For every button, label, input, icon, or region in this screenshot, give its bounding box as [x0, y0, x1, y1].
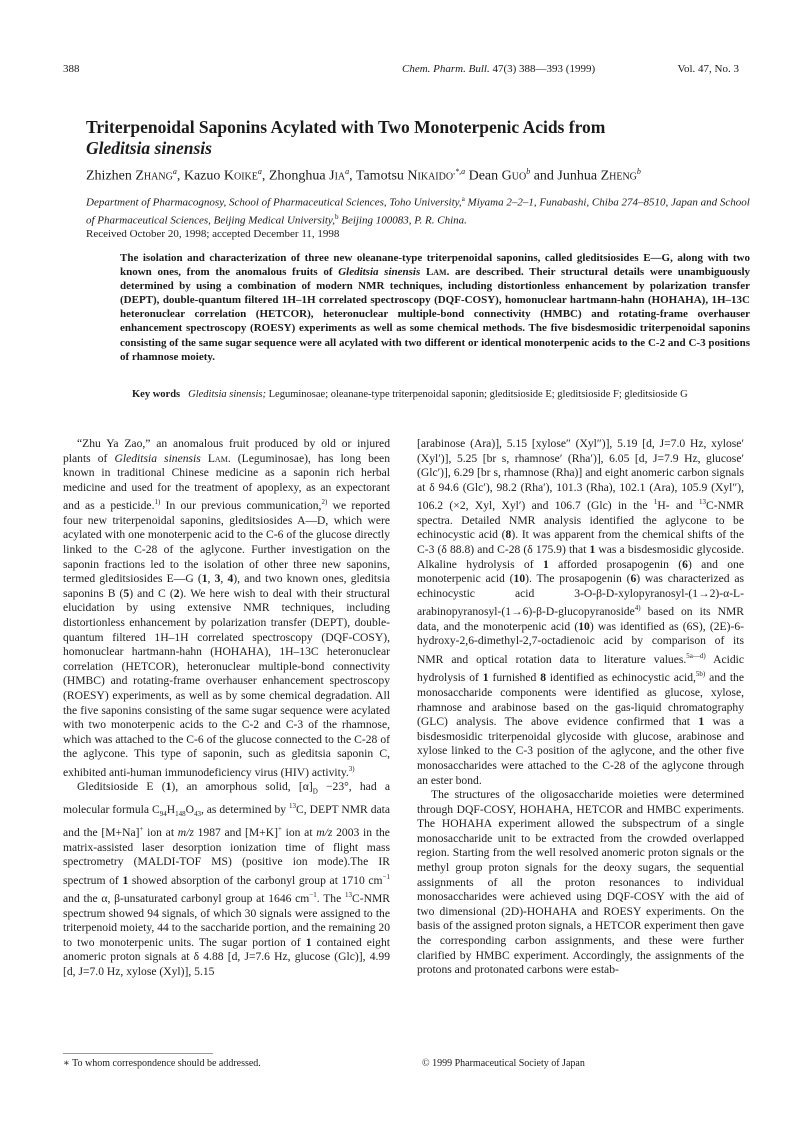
paragraph: The structures of the oligosaccharide moieties were determined through DQF-COSY, HOHAHA, HETCOR and HMBC experiments. The HOHAHA experiment allowed the subspectrum of a single monosaccharide unit to be extracted from the crowded overlapped region. Starting from the well resolved anomeric proton signals or the methyl group proton signals for the deoxy sugars, the sequential assignments of all the proton resonances to individual monosaccharides were achieved using DQF-COSY with the aid of two dimensional (2D)-HOHAHA and ROESY experiments. On the basis of the assigned proton signals, a HETCOR experiment then gave the corresponding carbon assignments, and these were further clarified by HMBC experiment. Accordingly, the assignments of the protons and protonated carbons were estab-: [417, 788, 744, 977]
received-dates: Received October 20, 1998; accepted December 11, 1998: [86, 228, 340, 241]
abstract: The isolation and characterization of three new oleanane-type triterpenoidal saponins, called gleditsiosides E—G, along with two known ones, from the anomalous fruits of Gleditsia sinensis Lam. are described. Their structural details were unambiguously determined by using a combination of modern NMR techniques, including distortionless enhancement by polarization transfer (DEPT), double-quantum filtered 1H–1H correlated spectroscopy (DQF-COSY), homonuclear hartmann-hahn (HOHAHA), 1H–13C heteronuclear correlation (HETCOR), heteronuclear multiple-bond connectivity (HMBC) and rotating-frame overhauser enhancement spectroscopy (ROESY) experiments as well as some chemical methods. The five bisdesmosidic triterpenoidal saponins consisting of the same sugar sequence were all acylated with two different or identical monoterpenic acids to the C-2 and C-3 positions of rhamnose moiety.: [120, 252, 751, 363]
paper-title: [86, 117, 726, 159]
journal-citation: [402, 63, 595, 75]
body-column-left: [63, 437, 390, 980]
author-3: Zhonghua Jia: [268, 168, 346, 184]
author-4: Tamotsu Nikaido: [355, 168, 454, 184]
volume-info: Vol. 47, No. 3: [677, 63, 739, 75]
copyright-notice: © 1999 Pharmaceutical Society of Japan: [422, 1058, 585, 1069]
affiliations: Department of Pharmacognosy, School of Pharmaceutical Sciences, Toho University,$^a$ Miyama 2–2–1, Funabashi, Chiba 274–8510, Japan and School of Pharmaceutical Sciences, Beijing Medical University,$^b$ Beijing 100083, P. R. China. Received October 20, 1998; accepted December 11, 1998: [86, 192, 756, 241]
title-species: Gleditsia sinensis: [86, 138, 212, 158]
page-number: 388: [63, 63, 80, 75]
nmr-label: 1H–13C: [711, 294, 750, 307]
author-2: Kazuo Koike: [183, 168, 258, 184]
footnote-correspondence: ∗ To whom correspondence should be addressed.: [63, 1058, 261, 1069]
author-6: Junhua Zheng: [557, 168, 637, 184]
title-line: Triterpenoidal Saponins Acylated with Two Monoterpenic Acids from: [86, 117, 606, 137]
keywords-label: Key words: [132, 389, 181, 400]
body-column-right: [417, 437, 744, 978]
keywords: Key words Gleditsia sinensis; Leguminosae; oleanane-type triterpenoidal saponin; gleditsioside E; gleditsioside F; gleditsioside G: [132, 389, 688, 400]
author-5: Dean Guo: [468, 168, 527, 184]
author-1: Zhizhen Zhang: [86, 168, 173, 184]
footnote-divider: [63, 1053, 213, 1054]
journal-name: Chem. Pharm. Bull.: [402, 63, 490, 75]
author-list: Zhizhen Zhang$^a$, Kazuo Koike$^a$, Zhonghua Jia$^a$, Tamotsu Nikaido$^{,*,a}$ Dean Guo$^b$ and Junhua Zheng$^b$: [86, 167, 641, 184]
paragraph: [arabinose (Ara)], 5.15 [xylose″ (Xyl″)], 5.19 [d, J=7.0 Hz, xylose′ (Xyl′)], 5.25 [br s, rhamnose′ (Rha′)], 6.05 [d, J=7.9 Hz, glucose′ (Glc′)], 6.29 [br s, rhamnose (Rha)] and eight anomeric carbon signals at δ 94.6 (Glc′), 98.2 (Rha′), 101.3 (Rha), 102.1 (Ara), 105.9 (Xyl″), 106.2 (×2, Xyl, Xyl′) and 106.7 (Glc) in the $^1$H- and $^{13}$C-NMR spectra. Detailed NMR analysis identified the aglycone to be echinocystic acid (8). It was apparent from the chemical shifts of the C-3 (δ 88.8) and C-28 (δ 175.9) that 1 was a bisdesmosidic glycoside. Alkaline hydrolysis of 1 afforded prosapogenin (6) and one monoterpenic acid (10). The prosapogenin (6) was characterized as echinocystic acid 3-O-β-D-xylopyranosyl-(1→2)-α-L-arabinopyranosyl-(1→6)-β-D-glucopyranoside$^{4)}$ based on its NMR data, and the monoterpenic acid (10) was identified as (6S), (2E)-6-hydroxy-2,6-dimethyl-2,7-octadienoic acid by comparison of its NMR and optical rotation data to literature values.$^{5a—d)}$ Acidic hydrolysis of 1 furnished 8 identified as echinocystic acid,$^{5b)}$ and the monosaccharide components were identified as glucose, xylose, rhamnose and arabinose based on the gas-liquid chromatography (GLC) analysis. The above evidence confirmed that 1 was a bisdesmosidic triterpenoidal glycoside with glucose, arabinose and xylose linked to the C-3 position of the aglycone, and the other five monosaccharides were attached to the C-28 of the aglycone through an ester bond.: [417, 437, 745, 787]
paragraph: “Zhu Ya Zao,” an anomalous fruit produced by old or injured plants of Gleditsia sinensis Lam. (Leguminosae), has long been known in traditional Chinese medicine as a saponin rich herbal medicine and used for the treatment of apoplexy, as an expectorant and as a pesticide.$^{1)}$ In our previous communication,$^{2)}$ we reported four new triterpenoidal saponins, gleditsiosides A—D, which were acylated with one monoterpenic acid to the C-6 of the glucose directly linked to the C-28 of the aglycone. Further investigation on the saponin fractions led to the isolation of other three new saponins, termed gleditsiosides E—G (1, 3, 4), and two known ones, gleditsia saponins B (5) and C (2). We here wish to deal with their structural elucidation by using extensive NMR techniques, including distortionless enhancement by polarization transfer (DEPT), double-quantum filtered 1H–1H correlated spectroscopy (DQF-COSY), homonuclear hartmann-hahn (HOHAHA), 1H–13C heteronuclear correlation (HETCOR), heteronuclear multiple-bond connectivity (HMBC) and rotating-frame overhauser enhancement spectroscopy (ROESY) experiments, as well as by some chemical degradation. All the five saponins consisting of the same sugar sequence were acylated with two monoterpenic acids to the C-2 and C-3 of the rhamnose, which was attached to the C-6 of the glucose connected to the C-28 of the aglycone. This type of saponin, such as gleditsia saponin C, exhibited anti-human immunodeficiency virus (HIV) activity.$^{3)}$: [63, 437, 391, 779]
citation-info: 47(3) 388—393 (1999): [492, 63, 596, 75]
paragraph: Gleditsioside E (1), an amorphous solid, $[\alpha]_D -23^\circ$, had a molecular formula $C_{94}H_{148}O_{43}$, as determined by $^{13}$C, DEPT NMR data and the [M+Na]+ ion at m/z 1987 and [M+K]+ ion at m/z 2003 in the matrix-assisted laser desorption ionization time of flight mass spectrometry (MALDI-TOF MS) (positive ion mode).The IR spectrum of 1 showed absorption of the carbonyl group at 1710 $cm^{-1}$ and the α, β-unsaturated carbonyl group at 1646 $cm^{-1}$. The $^{13}$C-NMR spectrum showed 94 signals, of which 30 signals were assigned to the triterpenoid moiety, 44 to the saccharide portion, and the remaining 20 to two monoterpenic units. The sugar portion of 1 contained eight anomeric proton signals at δ 4.88 [d, J=7.6 Hz, glucose (Glc)], 4.99 [d, J=7.0 Hz, xylose (Xyl)], 5.15: [63, 780, 391, 978]
nmr-label: 1H–1H: [281, 294, 316, 307]
